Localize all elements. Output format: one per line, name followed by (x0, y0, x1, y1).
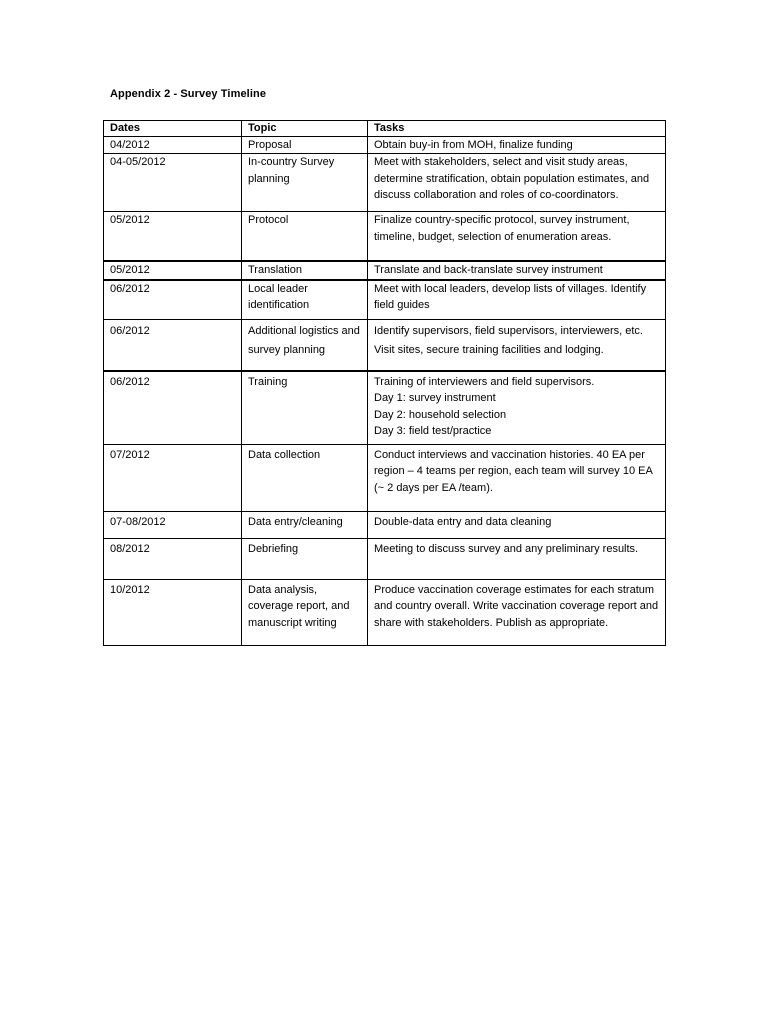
table-header-row (104, 121, 666, 137)
table-row (104, 212, 666, 262)
table-row (104, 538, 666, 579)
cell-tasks: Translate and back-translate survey instrument (368, 261, 666, 279)
task-line: Day 2: household selection (374, 408, 507, 421)
cell-topic: Training (242, 371, 368, 445)
cell-tasks: Meet with stakeholders, select and visit study areas, determine stratification, obtain population estimates, and discuss collaboration and roles of co-coordinators. (368, 154, 666, 212)
cell-tasks: Identify supervisors, field supervisors, interviewers, etc. Visit sites, secure training facilities and lodging. (368, 319, 666, 371)
cell-date: 06/2012 (104, 371, 242, 445)
table-row (104, 154, 666, 212)
cell-tasks: Meeting to discuss survey and any preliminary results. (368, 538, 666, 579)
cell-date: 07/2012 (104, 444, 242, 511)
table-row (104, 137, 666, 154)
cell-tasks: Conduct interviews and vaccination histories. 40 EA per region – 4 teams per region, each team will survey 10 EA (~ 2 days per EA /team). (368, 444, 666, 511)
cell-topic: Debriefing (242, 538, 368, 579)
cell-date: 06/2012 (104, 319, 242, 371)
table-row (104, 511, 666, 538)
cell-date: 05/2012 (104, 261, 242, 279)
cell-tasks (368, 371, 666, 445)
cell-topic: Additional logistics and survey planning (242, 319, 368, 371)
cell-date: 08/2012 (104, 538, 242, 579)
document-title: Appendix 2 - Survey Timeline (110, 88, 267, 100)
table-row (104, 579, 666, 645)
cell-topic: Translation (242, 261, 368, 279)
task-line: Training of interviewers and field supervisors. (374, 375, 595, 388)
table-row (104, 261, 666, 279)
cell-topic: Proposal (242, 137, 368, 154)
cell-date: 06/2012 (104, 280, 242, 320)
header-tasks: Tasks (368, 121, 666, 137)
task-line: Day 1: survey instrument (374, 392, 496, 405)
cell-topic: Data analysis, coverage report, and manuscript writing (242, 579, 368, 645)
task-line: Day 3: field test/practice (374, 425, 492, 438)
table-row (104, 319, 666, 371)
cell-topic: Local leader identification (242, 280, 368, 320)
cell-date: 04-05/2012 (104, 154, 242, 212)
header-dates: Dates (104, 121, 242, 137)
cell-tasks: Obtain buy-in from MOH, finalize funding (368, 137, 666, 154)
cell-tasks: Finalize country-specific protocol, survey instrument, timeline, budget, selection of enumeration areas. (368, 212, 666, 262)
cell-date: 10/2012 (104, 579, 242, 645)
table-row (104, 444, 666, 511)
cell-date: 04/2012 (104, 137, 242, 154)
cell-topic: In-country Survey planning (242, 154, 368, 212)
cell-topic: Data entry/cleaning (242, 511, 368, 538)
cell-topic: Protocol (242, 212, 368, 262)
survey-timeline-table (103, 120, 666, 646)
table-row (104, 371, 666, 445)
cell-date: 05/2012 (104, 212, 242, 262)
cell-tasks: Double-data entry and data cleaning (368, 511, 666, 538)
cell-date: 07-08/2012 (104, 511, 242, 538)
cell-topic: Data collection (242, 444, 368, 511)
cell-tasks: Produce vaccination coverage estimates for each stratum and country overall. Write vaccination coverage report and share with stakeholders. Publish as appropriate. (368, 579, 666, 645)
cell-tasks: Meet with local leaders, develop lists of villages. Identify field guides (368, 280, 666, 320)
table-row (104, 280, 666, 320)
header-topic: Topic (242, 121, 368, 137)
